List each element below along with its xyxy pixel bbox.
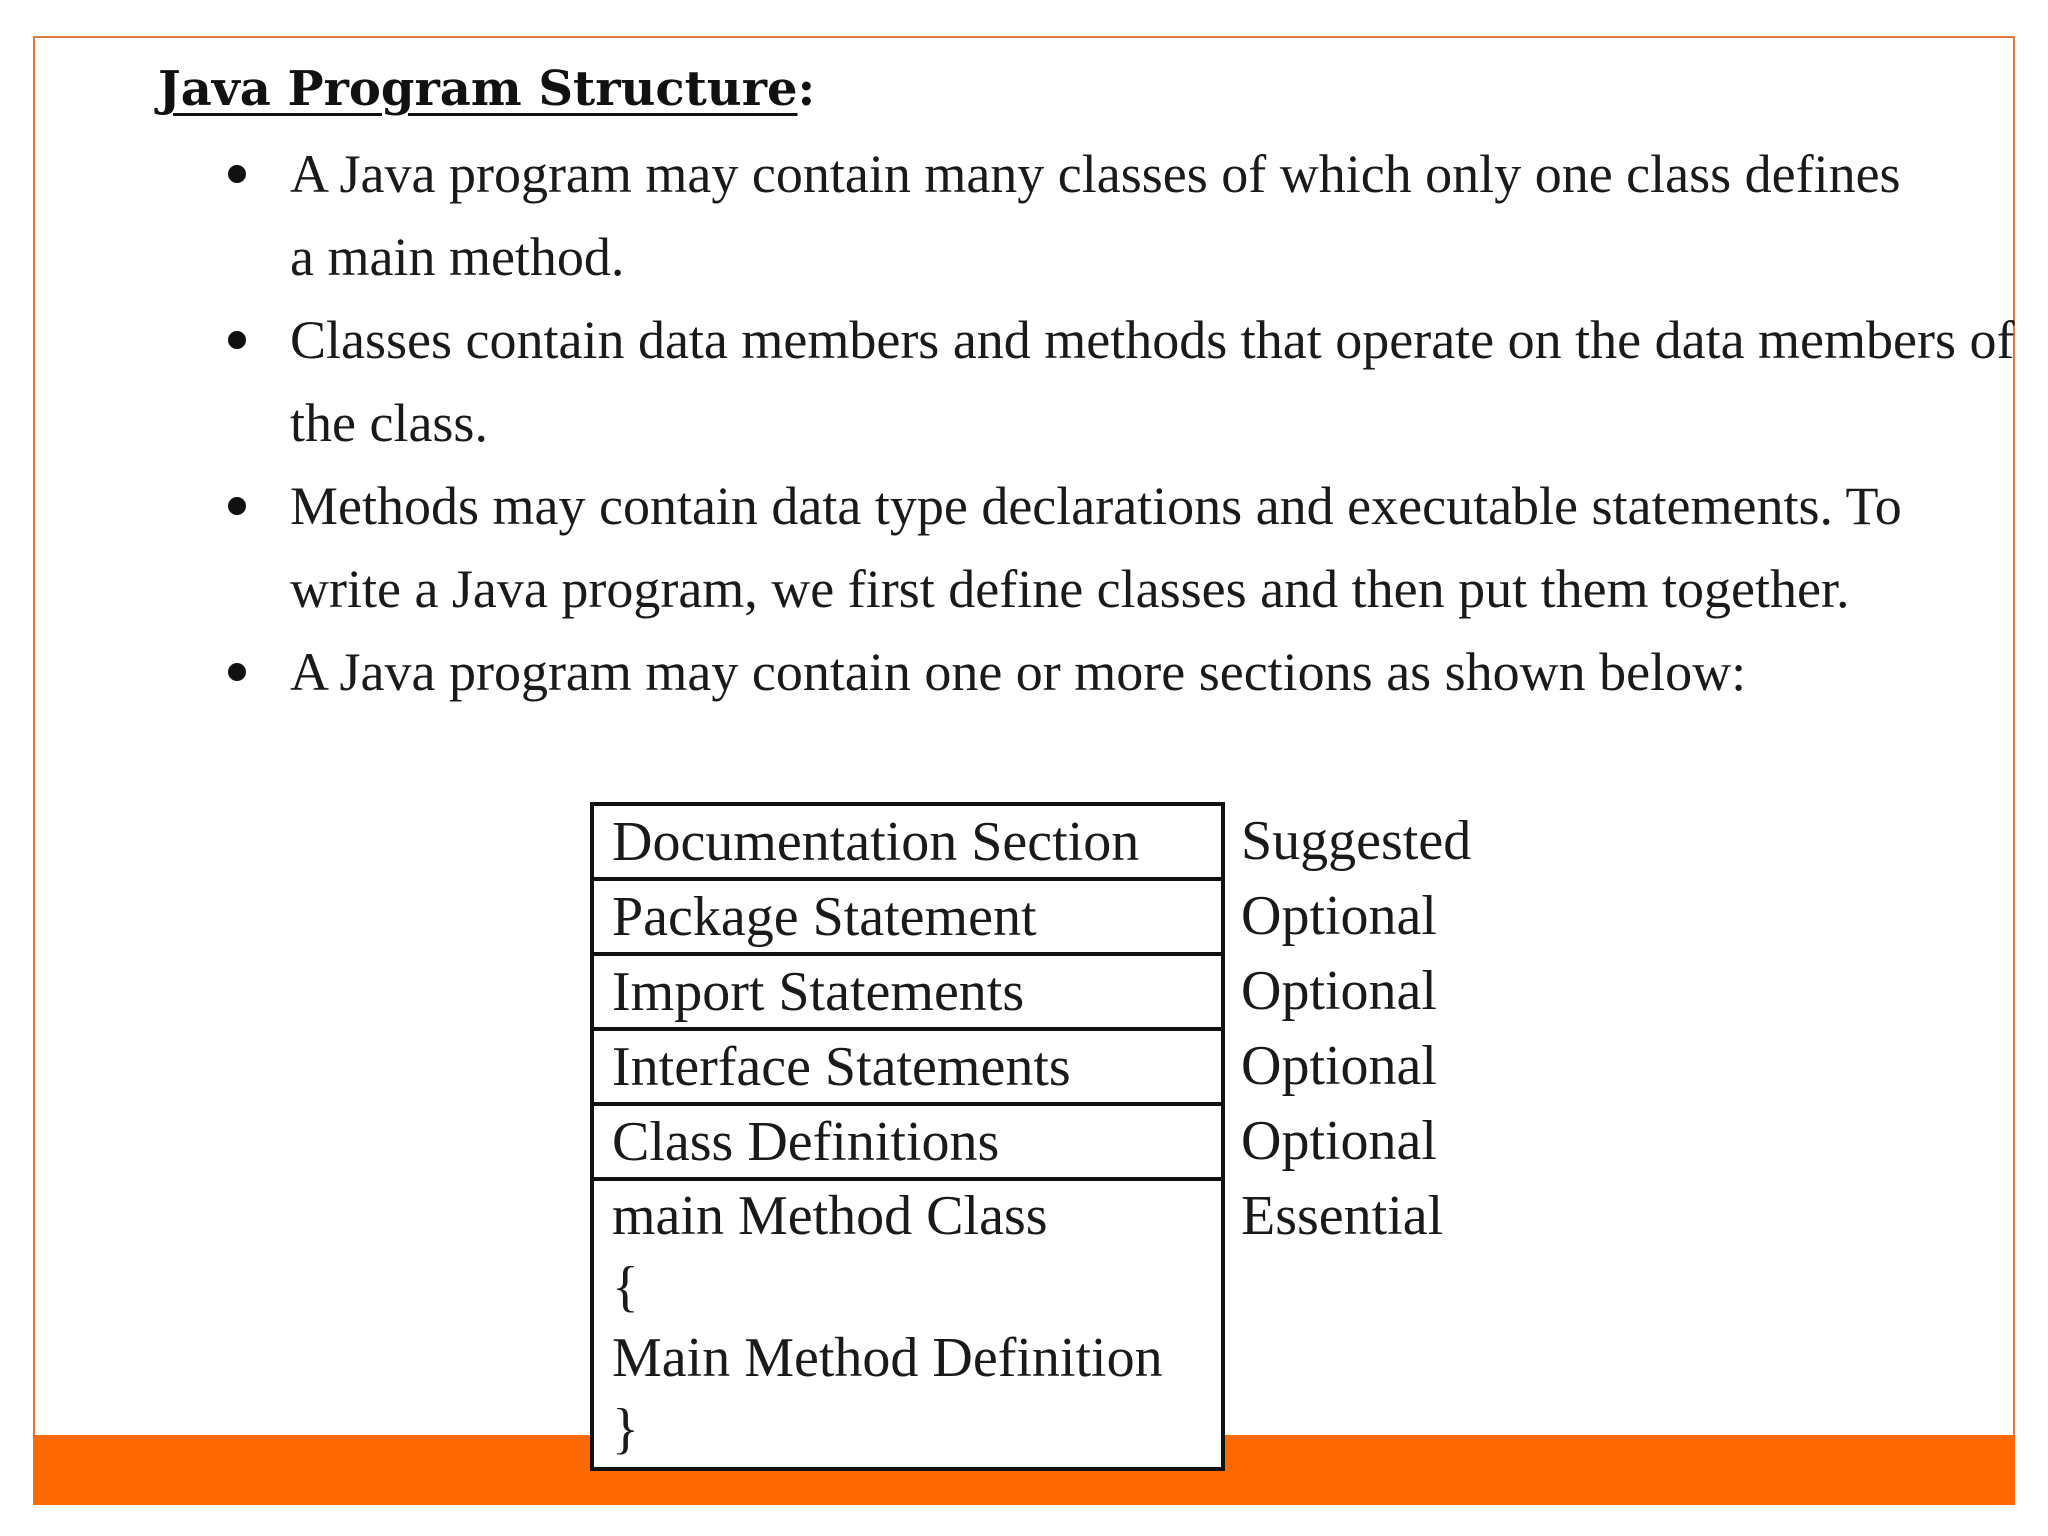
section-row-interface	[594, 1031, 1221, 1106]
section-row-class-definitions	[594, 1106, 1221, 1181]
status-optional: Optional	[1241, 960, 1437, 1022]
section-label: Import Statements	[612, 961, 1025, 1023]
bullet-dot-icon	[228, 497, 246, 515]
bullet-text: A Java program may contain one or more sections as shown below:	[290, 642, 1747, 702]
page-title	[158, 54, 815, 124]
section-row-import	[594, 956, 1221, 1031]
bullet-item	[220, 465, 2020, 631]
program-structure-table	[590, 802, 1225, 1471]
page-title-colon: :	[797, 61, 816, 117]
section-label: Package Statement	[612, 886, 1037, 948]
bullet-text: A Java program may contain many classes of which only one class defines a main method.	[290, 144, 1901, 287]
bullet-item	[220, 299, 2020, 465]
bullet-dot-icon	[228, 165, 246, 183]
bullet-dot-icon	[228, 331, 246, 349]
bullet-dot-icon	[228, 663, 246, 681]
section-row-package	[594, 881, 1221, 956]
status-essential: Essential	[1241, 1185, 1444, 1247]
section-label: Interface Statements	[612, 1036, 1071, 1098]
main-method-definition: Main Method Definition	[612, 1327, 1163, 1389]
open-brace: {	[612, 1256, 639, 1318]
bullet-text: Classes contain data members and methods that operate on the data members of the class.	[290, 310, 2015, 453]
section-label: Documentation Section	[612, 811, 1140, 873]
status-suggested: Suggested	[1241, 810, 1472, 872]
section-label: Class Definitions	[612, 1111, 1000, 1173]
section-row-main-method-class	[594, 1181, 1221, 1467]
status-optional: Optional	[1241, 1110, 1437, 1172]
section-label: main Method Class	[612, 1185, 1048, 1247]
bullet-text: Methods may contain data type declarations and executable statements. To write a Java program, we first define classes and then put them together.	[290, 476, 1902, 619]
page-title-text: Java Program Structure	[158, 61, 798, 117]
bullet-item	[220, 133, 1930, 299]
close-brace: }	[612, 1398, 639, 1460]
status-optional: Optional	[1241, 1035, 1437, 1097]
bullet-list	[220, 133, 2020, 714]
section-row-documentation	[594, 806, 1221, 881]
bullet-item	[220, 631, 2048, 714]
status-optional: Optional	[1241, 885, 1437, 947]
section-status-list	[1241, 804, 1471, 1254]
